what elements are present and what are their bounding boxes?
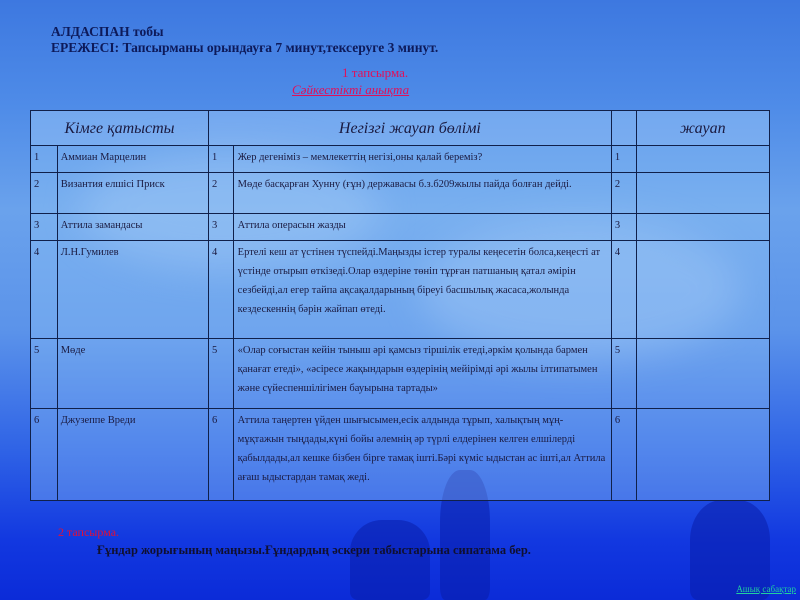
table-row [31, 214, 770, 241]
answer-number: 3 [611, 214, 636, 241]
person-name: Мөде [57, 339, 208, 409]
person-name: Византия елшісі Приск [57, 173, 208, 214]
statement-text: Аттила таңертен үйден шығысымен,есік алдында тұрып, халықтың мұң-мұқтажын тыңдады,күні бойы әлемнің әр түрлі елдерінен келген елшілерді қабылдады,ал кешке бізбен бірге тамақ ішті.Бәрі күміс ыдыстан ас ішті,ал Аттила ағаш ыдыстардан тамақ жеді. [233, 409, 611, 501]
answer-number: 4 [611, 241, 636, 339]
answer-cell[interactable] [636, 241, 769, 339]
answer-cell[interactable] [636, 146, 769, 173]
person-name: Аммиан Марцелин [57, 146, 208, 173]
person-name: Аттила замандасы [57, 214, 208, 241]
group-title: АЛДАСПАН тобы [51, 24, 164, 39]
rules-text: ЕРЕЖЕСІ: Тапсырманы орындауға 7 минут,тексеруге 3 минут. [51, 40, 439, 55]
matching-table [30, 110, 770, 501]
statement-text: Жер дегеніміз – мемлекеттің негізі,оны қалай береміз? [233, 146, 611, 173]
answer-number: 1 [611, 146, 636, 173]
row-number: 2 [31, 173, 58, 214]
header-answer: жауап [636, 111, 769, 146]
answer-cell[interactable] [636, 409, 769, 501]
table-header-row [31, 111, 770, 146]
answer-number: 2 [611, 173, 636, 214]
answer-number: 5 [611, 339, 636, 409]
table-row [31, 146, 770, 173]
row-number: 1 [31, 146, 58, 173]
row-number: 3 [31, 214, 58, 241]
row-number: 6 [31, 409, 58, 501]
answer-cell[interactable] [636, 339, 769, 409]
statement-text: Ертелі кеш ат үстінен түспейді.Маңызды істер туралы кеңесетін болса,кеңесті ат үстінде отырып өткізеді.Олар өздеріне төніп тұрған патшаның қатал әмірін сезбейді,ал егер тайпа ақсақалдарының біреуі басшылық жасаса,жолында кездескеннің бәрін жайпап өтеді. [233, 241, 611, 339]
decorative-figure [350, 520, 430, 600]
statement-number: 2 [208, 173, 233, 214]
header-empty [611, 111, 636, 146]
statement-text: «Олар соғыстан кейін тыныш әрі қамсыз тіршілік етеді,әркім қолында бармен қанағат етеді», «әсіресе жақындарын өздерінің мейірімді әрі жылы ілтипатымен және сүйеспеншілігімен бауырына тартады» [233, 339, 611, 409]
open-lessons-link[interactable]: Ашық сабақтар [736, 584, 796, 594]
statement-text: Аттила операсын жазды [233, 214, 611, 241]
answer-cell[interactable] [636, 173, 769, 214]
answer-number: 6 [611, 409, 636, 501]
title-block [51, 24, 438, 56]
task2-label: 2 тапсырма. [58, 525, 120, 539]
answer-cell[interactable] [636, 214, 769, 241]
statement-number: 5 [208, 339, 233, 409]
table-row [31, 409, 770, 501]
statement-number: 4 [208, 241, 233, 339]
statement-number: 6 [208, 409, 233, 501]
table-row [31, 339, 770, 409]
task2-text: Ғұндар жорығының маңызы.Ғұндардың әскери табыстарына сипатама бер. [97, 543, 531, 557]
header-main-part: Негізгі жауап бөлімі [208, 111, 611, 146]
statement-number: 1 [208, 146, 233, 173]
table-row [31, 173, 770, 214]
person-name: Л.Н.Гумилев [57, 241, 208, 339]
person-name: Джузеппе Вреди [57, 409, 208, 501]
row-number: 5 [31, 339, 58, 409]
row-number: 4 [31, 241, 58, 339]
statement-number: 3 [208, 214, 233, 241]
statement-text: Мөде басқарған Хунну (ғұн) державасы б.з.б209жылы пайда болған дейді. [233, 173, 611, 214]
header-who: Кімге қатысты [31, 111, 209, 146]
task1-subtitle-link[interactable]: Сәйкестікті анықта [292, 82, 410, 97]
task1-label: 1 тапсырма. [342, 65, 409, 80]
table-row [31, 241, 770, 339]
